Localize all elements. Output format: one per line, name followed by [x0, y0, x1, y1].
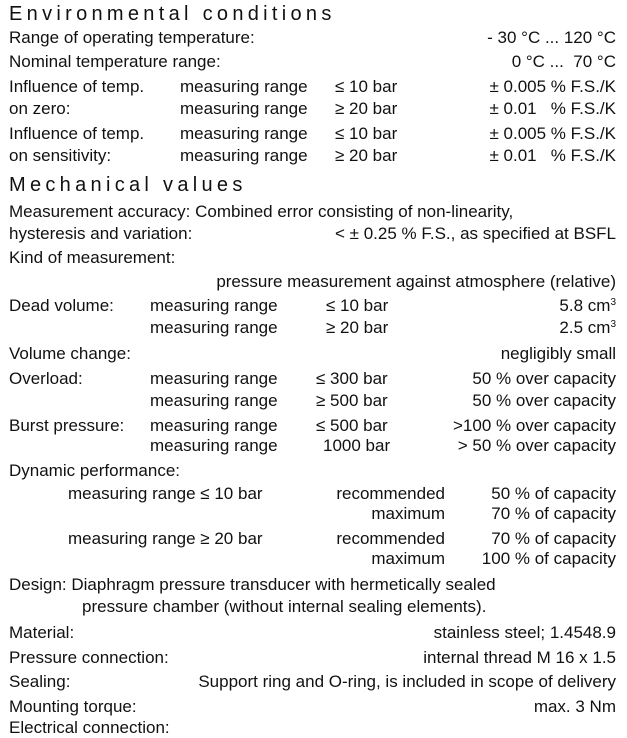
sealing-label: Sealing: — [9, 672, 71, 691]
dead-volume-row2-cond: ≥ 20 bar — [326, 318, 389, 337]
zero-label-line2: on zero: — [9, 99, 71, 118]
overload-row1-range: measuring range — [150, 369, 278, 388]
dynamic-group2-recommended: recommended — [336, 529, 445, 548]
burst-row1-cond: ≤ 500 bar — [316, 416, 388, 435]
sensitivity-row2-cond: ≥ 20 bar — [335, 146, 398, 165]
accuracy-line2-value: < ± 0.25 % F.S., as specified at BSFL — [335, 224, 616, 243]
dynamic-group2-maximum-value: 100 % of capacity — [481, 549, 616, 568]
zero-row2-range: measuring range — [180, 99, 308, 118]
sensitivity-row2-range: measuring range — [180, 146, 308, 165]
burst-row1-value: >100 % over capacity — [452, 416, 616, 435]
torque-value: max. 3 Nm — [533, 697, 616, 716]
overload-row2-value: 50 % over capacity — [472, 391, 616, 410]
dynamic-group1-range: measuring range ≤ 10 bar — [68, 484, 263, 503]
sensitivity-label-line1: Influence of temp. — [9, 124, 145, 143]
overload-row1-cond: ≤ 300 bar — [316, 369, 388, 388]
operating-temp-label: Range of operating temperature: — [9, 28, 255, 47]
dynamic-group1-recommended-value: 50 % of capacity — [491, 484, 616, 503]
material-label: Material: — [9, 623, 75, 642]
zero-row2-value: ± 0.01 % F.S./K — [489, 99, 616, 118]
sensitivity-row1-value: ± 0.005 % F.S./K — [489, 124, 616, 143]
dynamic-group2-range: measuring range ≥ 20 bar — [68, 529, 263, 548]
design-line1: Design: Diaphragm pressure transducer with hermetically sealed — [9, 575, 496, 594]
burst-label: Burst pressure: — [9, 416, 125, 435]
dead-volume-row2-value: 2.5 $cm^3$ — [559, 318, 616, 337]
unit-exponent: 3 — [610, 297, 616, 308]
sensitivity-label-line2: on sensitivity: — [9, 146, 112, 165]
overload-row2-cond: ≥ 500 bar — [316, 391, 388, 410]
connection-label: Pressure connection: — [9, 648, 169, 667]
operating-temp-value: - 30 °C ... 120 °C — [487, 28, 616, 47]
zero-row2-cond: ≥ 20 bar — [335, 99, 398, 118]
dynamic-group1-recommended: recommended — [336, 484, 445, 503]
dead-volume-row1-cond: ≤ 10 bar — [326, 296, 389, 315]
overload-row2-range: measuring range — [150, 391, 278, 410]
zero-label-line1: Influence of temp. — [9, 77, 145, 96]
zero-row1-cond: ≤ 10 bar — [335, 77, 398, 96]
volume-change-label: Volume change: — [9, 344, 131, 363]
dynamic-group2-recommended-value: 70 % of capacity — [491, 529, 616, 548]
sensitivity-row2-value: ± 0.01 % F.S./K — [489, 146, 616, 165]
burst-row2-cond: 1000 bar — [323, 436, 391, 455]
burst-row2-value: > 50 % over capacity — [457, 436, 616, 455]
electrical-label: Electrical connection: — [9, 718, 170, 737]
dead-volume-label: Dead volume: — [9, 296, 114, 315]
dynamic-label: Dynamic performance: — [9, 461, 181, 480]
torque-label: Mounting torque: — [9, 697, 137, 716]
zero-row1-value: ± 0.005 % F.S./K — [489, 77, 616, 96]
dynamic-group2-maximum: maximum — [371, 549, 445, 568]
accuracy-line1: Measurement accuracy: Combined error consisting of non-linearity, — [9, 202, 514, 221]
dead-volume-row1-value: 5.8 $cm^3$ — [559, 296, 616, 315]
dead-volume-row2-range: measuring range — [150, 318, 278, 337]
kind-value: pressure measurement against atmosphere (relative) — [216, 272, 616, 291]
accuracy-line2-label: hysteresis and variation: — [9, 224, 193, 243]
burst-row2-range: measuring range — [150, 436, 278, 455]
overload-row1-value: 50 % over capacity — [472, 369, 616, 388]
design-line2: pressure chamber (without internal sealing elements). — [82, 597, 487, 616]
material-value: stainless steel; 1.4548.9 — [433, 623, 616, 642]
dynamic-group1-maximum-value: 70 % of capacity — [491, 504, 616, 523]
unit-exponent: 3 — [610, 319, 616, 330]
volume-change-value: negligibly small — [500, 344, 616, 363]
zero-row1-range: measuring range — [180, 77, 308, 96]
sensitivity-row1-cond: ≤ 10 bar — [335, 124, 398, 143]
kind-label: Kind of measurement: — [9, 248, 176, 267]
overload-label: Overload: — [9, 369, 83, 388]
connection-value: internal thread M 16 x 1.5 — [423, 648, 616, 667]
sensitivity-row1-range: measuring range — [180, 124, 308, 143]
dead-volume-row1-range: measuring range — [150, 296, 278, 315]
section-heading-mechanical: Mechanical values — [9, 174, 247, 196]
dynamic-group1-maximum: maximum — [371, 504, 445, 523]
burst-row1-range: measuring range — [150, 416, 278, 435]
nominal-temp-value: 0 °C ... 70 °C — [511, 52, 616, 71]
nominal-temp-label: Nominal temperature range: — [9, 52, 221, 71]
section-heading-environmental: Environmental conditions — [9, 3, 336, 25]
sealing-value: Support ring and O-ring, is included in scope of delivery — [198, 672, 616, 691]
